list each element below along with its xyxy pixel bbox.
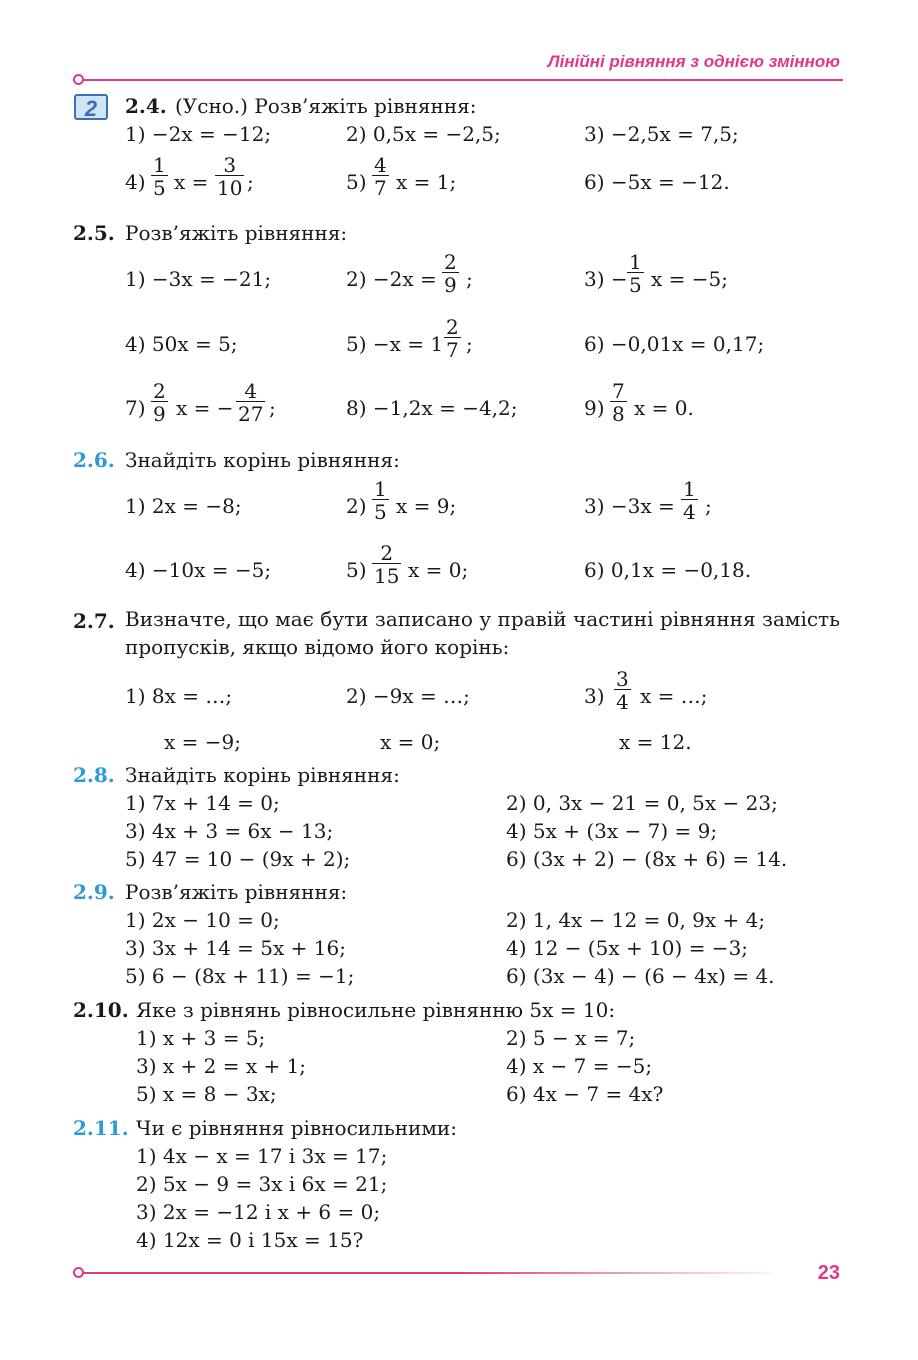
fraction: $\frac{1}{5}$ xyxy=(374,477,387,524)
root-value: x = −9; xyxy=(164,730,241,754)
exercise-intro: (Усно.) Розв’яжіть рівняння: xyxy=(175,94,477,118)
equation: 2) −9x = …; xyxy=(346,684,470,708)
equation: 6) (3x − 4) − (6 − 4x) = 4. xyxy=(506,964,775,988)
exercise-number: 2.5. xyxy=(73,221,115,245)
exercise-number: 2.9. xyxy=(73,880,115,904)
exercise-intro: Чи є рівняння рівносильними: xyxy=(136,1116,457,1140)
equation: 2) 0, 3x − 21 = 0, 5x − 23; xyxy=(506,791,778,815)
equation-part: ; xyxy=(705,494,712,518)
equation: 1) 2x = −8; xyxy=(125,494,242,518)
exercise-number: 2.10. xyxy=(73,998,129,1022)
equation: 5) 47 = 10 − (9x + 2); xyxy=(125,847,351,871)
equation: 1) 8x = …; xyxy=(125,684,233,708)
fraction: $\frac{3}{4}$ xyxy=(616,667,629,714)
equation-part: x = 1; xyxy=(396,170,457,194)
equation-label: 5) xyxy=(346,558,367,582)
fraction: $\frac{4}{7}$ xyxy=(374,153,387,200)
equation: 6) (3x + 2) − (8x + 6) = 14. xyxy=(506,847,788,871)
equation-part: x = 0. xyxy=(634,396,694,420)
equation-part: x = −5; xyxy=(651,267,728,291)
equation: 1) 7x + 14 = 0; xyxy=(125,791,280,815)
equation: 4) −10x = −5; xyxy=(125,558,272,582)
equation: 3) 3x + 14 = 5x + 16; xyxy=(125,936,346,960)
equation-part: 2) −2x = xyxy=(346,267,437,291)
equation-label: 9) xyxy=(584,396,605,420)
exercise-number: 2.8. xyxy=(73,763,115,787)
fraction: $\frac{1}{5}$ xyxy=(629,250,642,297)
fraction: $\frac{2}{15}$ xyxy=(374,541,400,588)
equation: 2) 1, 4x − 12 = 0, 9x + 4; xyxy=(506,908,766,932)
equation: 4) 5x + (3x − 7) = 9; xyxy=(506,819,718,843)
footer-rule-circle-icon xyxy=(73,1267,84,1278)
equation: 3) 4x + 3 = 6x − 13; xyxy=(125,819,334,843)
equation: 2) 5 − x = 7; xyxy=(506,1026,636,1050)
equation: 2) 5x − 9 = 3x і 6x = 21; xyxy=(136,1172,388,1196)
exercise-intro: Визначте, що має бути записано у правій частині рівняння замість пропусків, якщо відомо його корінь: xyxy=(125,607,840,659)
exercise-number: 2.11. xyxy=(73,1116,129,1140)
equation: 6) 4x − 7 = 4x? xyxy=(506,1082,664,1106)
fraction: $\frac{1}{5}$ xyxy=(153,153,166,200)
equation-label: 7) xyxy=(125,396,146,420)
equation-part: ; xyxy=(466,332,473,356)
equation-part: ; xyxy=(269,396,276,420)
equation-part: ; xyxy=(466,267,473,291)
equation: 4) 50x = 5; xyxy=(125,332,238,356)
equation: 6) −0,01x = 0,17; xyxy=(584,332,765,356)
fraction: $\frac{3}{10}$ xyxy=(217,153,243,200)
equation: 4) x − 7 = −5; xyxy=(506,1054,653,1078)
fraction: $\frac{7}{8}$ xyxy=(612,379,625,426)
exercise-number: 2.4. xyxy=(125,94,167,118)
equation: 2) 0,5x = −2,5; xyxy=(346,122,501,146)
equation: 4) 12x = 0 і 15x = 15? xyxy=(136,1228,364,1252)
equation: 8) −1,2x = −4,2; xyxy=(346,396,518,420)
exercise-intro: Знайдіть корінь рівняння: xyxy=(125,763,400,787)
equation-part: ; xyxy=(247,170,254,194)
exercise-number: 2.7. xyxy=(73,609,115,633)
root-value: x = 0; xyxy=(380,730,441,754)
equation: 4) 12 − (5x + 10) = −3; xyxy=(506,936,749,960)
equation: 3) x + 2 = x + 1; xyxy=(136,1054,307,1078)
equation: 5) 6 − (8x + 11) = −1; xyxy=(125,964,355,988)
equation-label: 3) xyxy=(584,684,605,708)
equation: 1) −2x = −12; xyxy=(125,122,272,146)
footer-rule xyxy=(73,1272,773,1274)
exercise-intro: Знайдіть корінь рівняння: xyxy=(125,448,400,472)
exercise-intro: Розв’яжіть рівняння: xyxy=(125,880,348,904)
root-value: x = 12. xyxy=(619,730,692,754)
fraction: $\frac{1}{4}$ xyxy=(683,477,696,524)
exercise-intro: Розв’яжіть рівняння: xyxy=(125,221,348,245)
equation-part: x = xyxy=(174,170,209,194)
equation: 6) 0,1x = −0,18. xyxy=(584,558,752,582)
exercise-intro: Яке з рівнянь рівносильне рівнянню 5x = 10: xyxy=(136,998,616,1022)
equation: 1) −3x = −21; xyxy=(125,267,272,291)
equation: 3) 2x = −12 і x + 6 = 0; xyxy=(136,1200,381,1224)
header-rule xyxy=(73,79,843,81)
equation-part: x = 9; xyxy=(396,494,457,518)
equation: 1) x + 3 = 5; xyxy=(136,1026,266,1050)
equation: 1) 2x − 10 = 0; xyxy=(125,908,280,932)
equation: 5) x = 8 − 3x; xyxy=(136,1082,277,1106)
page-number: 23 xyxy=(817,1262,840,1284)
equation: 6) −5x = −12. xyxy=(584,170,730,194)
equation-part: 3) − xyxy=(584,267,628,291)
level-badge: 2 xyxy=(74,94,108,120)
equation-part: 3) −3x = xyxy=(584,494,675,518)
equation: 1) 4x − x = 17 і 3x = 17; xyxy=(136,1144,388,1168)
equation-label: 4) xyxy=(125,170,146,194)
equation-part: x = …; xyxy=(640,684,708,708)
equation-part: 5) −x = 1 xyxy=(346,332,444,356)
fraction: $\frac{4}{27}$ xyxy=(238,379,264,426)
equation: 3) −2,5x = 7,5; xyxy=(584,122,739,146)
equation-label: 2) xyxy=(346,494,367,518)
exercise-number: 2.6. xyxy=(73,448,115,472)
equation-part: x = 0; xyxy=(408,558,469,582)
equation-part: x = − xyxy=(176,396,234,420)
header-rule-circle-icon xyxy=(73,74,84,85)
chapter-title: Лінійні рівняння з однією змінною xyxy=(547,52,840,71)
equation-label: 5) xyxy=(346,170,367,194)
fraction: $\frac{2}{9}$ xyxy=(153,379,166,426)
fraction: $\frac{2}{7}$ xyxy=(446,315,459,362)
fraction: $\frac{2}{9}$ xyxy=(444,250,457,297)
